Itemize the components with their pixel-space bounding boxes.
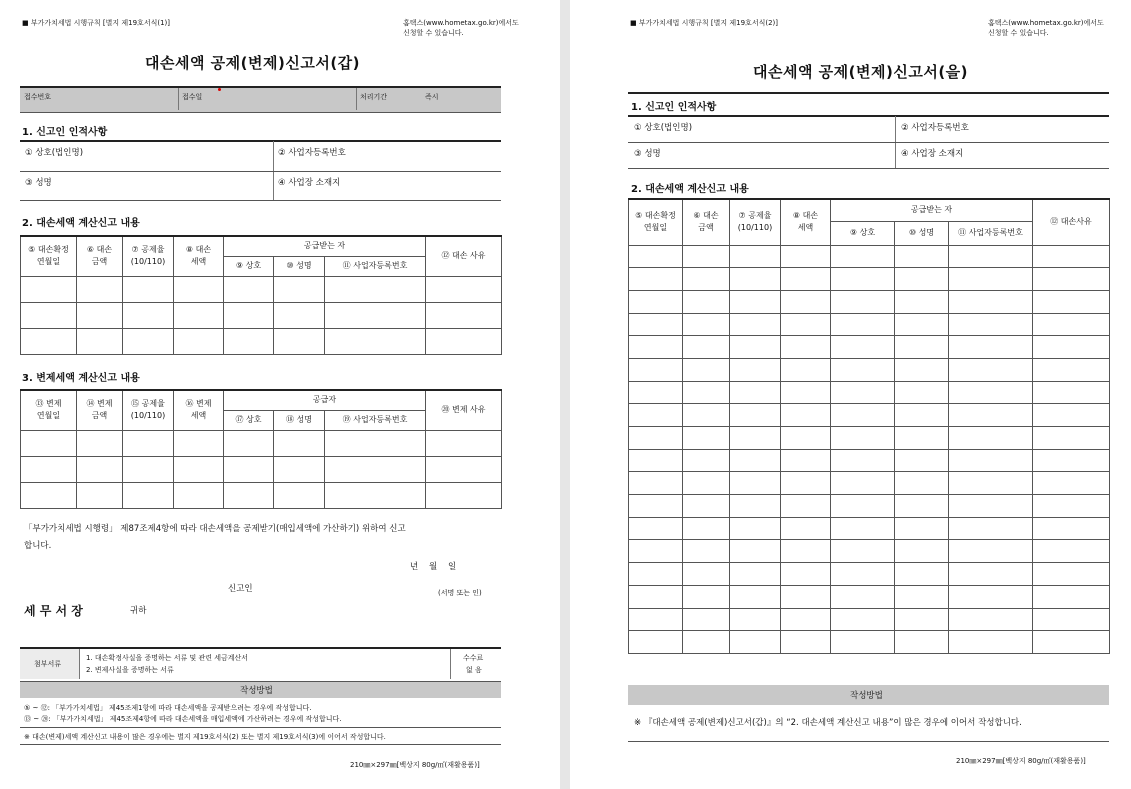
- processing-period-value: 즉시: [425, 93, 439, 101]
- table-cell[interactable]: [683, 563, 730, 586]
- table-cell[interactable]: [949, 631, 1033, 654]
- address-label: ④ 사업장 소재지: [278, 178, 341, 188]
- section1-title: 1. 신고인 인적사항: [22, 127, 108, 138]
- section1-title: 1. 신고인 인적사항: [631, 102, 717, 113]
- table-row[interactable]: [21, 302, 502, 328]
- processing-period-label: 처리기간: [360, 93, 388, 101]
- table-cell[interactable]: [781, 336, 831, 359]
- table-row[interactable]: [629, 268, 1110, 291]
- table-cell[interactable]: [1033, 290, 1110, 313]
- statement-line-2: 합니다.: [24, 541, 52, 551]
- table-cell[interactable]: [629, 608, 683, 631]
- table-cell[interactable]: [683, 608, 730, 631]
- divider: [356, 88, 357, 110]
- table-cell[interactable]: [781, 563, 831, 586]
- table-row[interactable]: [629, 358, 1110, 381]
- col-sub-company: ⑰ 상호: [224, 410, 274, 430]
- table-row[interactable]: [629, 313, 1110, 336]
- receipt-date-label: 접수일: [182, 93, 203, 101]
- table-cell[interactable]: [683, 540, 730, 563]
- col-repay-rate: ⑮ 공제율 (10/110): [123, 390, 174, 430]
- table-cell[interactable]: [895, 427, 949, 450]
- table-row[interactable]: [629, 540, 1110, 563]
- fee-label: 수수료: [463, 654, 484, 662]
- table-cell[interactable]: [1033, 631, 1110, 654]
- divider: [450, 649, 451, 679]
- table-cell[interactable]: [730, 449, 781, 472]
- method-title: 작성방법: [850, 691, 883, 701]
- table-cell[interactable]: [781, 381, 831, 404]
- table-cell[interactable]: [1033, 245, 1110, 268]
- col-reason: ⑫ 대손사유: [1033, 199, 1110, 245]
- table-cell[interactable]: [1033, 585, 1110, 608]
- table-cell[interactable]: [629, 563, 683, 586]
- business-number-label: ② 사업자등록번호: [278, 148, 346, 158]
- table-cell[interactable]: [683, 381, 730, 404]
- addressee-suffix: 귀하: [130, 606, 147, 616]
- table-cell[interactable]: [629, 585, 683, 608]
- table-cell[interactable]: [629, 290, 683, 313]
- statement-line-1: 「부가가치세법 시행령」 제87조제4항에 따라 대손세액을 공제받기(매입세액에 가산하기) 위하여 신고: [24, 524, 406, 534]
- col-repay-reason: ⑳ 변제 사유: [426, 390, 502, 430]
- tax-office-head: 세 무 서 장: [24, 604, 83, 618]
- table-cell[interactable]: [831, 517, 895, 540]
- table-cell[interactable]: [831, 290, 895, 313]
- row-rule: [628, 741, 1109, 742]
- table-cell[interactable]: [1033, 449, 1110, 472]
- table-cell[interactable]: [949, 381, 1033, 404]
- method-line-1: ⑤ ~ ⑫: 「부가가치세법」 제45조제1항에 따라 대손세액을 공제받으려는 경우에 작성합니다.: [24, 704, 312, 712]
- reporter-label: 신고인: [228, 584, 253, 594]
- table-cell[interactable]: [730, 517, 781, 540]
- table-cell[interactable]: [1033, 608, 1110, 631]
- table-cell[interactable]: [683, 631, 730, 654]
- table-cell[interactable]: [730, 313, 781, 336]
- table-cell[interactable]: [683, 449, 730, 472]
- table-cell[interactable]: [831, 563, 895, 586]
- attachment-2: 2. 변제사실을 증명하는 서류: [86, 666, 174, 674]
- red-mark: [218, 88, 221, 91]
- table-row[interactable]: [21, 430, 502, 456]
- table-cell[interactable]: [730, 404, 781, 427]
- table-row[interactable]: [629, 495, 1110, 518]
- table-cell[interactable]: [831, 608, 895, 631]
- paper-spec: 210㎜×297㎜[백상지 80g/㎡(재활용품)]: [956, 757, 1086, 765]
- table-cell[interactable]: [683, 472, 730, 495]
- table-cell[interactable]: [629, 336, 683, 359]
- table-cell[interactable]: [831, 585, 895, 608]
- method-line-2: ⑬ ~ ⑳: 「부가가치세법」 제45조제4항에 따라 대손세액을 매입세액에 가산하려는 경우에 작성합니다.: [24, 715, 342, 723]
- row-rule: [20, 171, 501, 172]
- col-repay-tax: ⑯ 변제 세액: [174, 390, 224, 430]
- table-cell[interactable]: [629, 381, 683, 404]
- table-cell[interactable]: [895, 449, 949, 472]
- col-repay-amount: ⑭ 변제 금액: [77, 390, 123, 430]
- col-confirm-date: ⑤ 대손확정 연월일: [21, 236, 77, 276]
- table-row[interactable]: [629, 449, 1110, 472]
- continuation-note: ※ 『대손세액 공제(변제)신고서(갑)』의 “2. 대손세액 계산신고 내용”이 많은 경우에 이어서 작성합니다.: [634, 718, 1022, 728]
- table-cell[interactable]: [1033, 563, 1110, 586]
- table-cell[interactable]: [730, 608, 781, 631]
- col-recipient-group: 공급받는 자: [831, 199, 1033, 221]
- row-rule: [20, 200, 501, 201]
- table-cell[interactable]: [1033, 404, 1110, 427]
- table-row[interactable]: [629, 290, 1110, 313]
- table-row[interactable]: [629, 631, 1110, 654]
- table-cell[interactable]: [683, 245, 730, 268]
- col-sub-company: ⑨ 상호: [224, 256, 274, 276]
- table-row[interactable]: [629, 404, 1110, 427]
- hometax-notice-2: 신청할 수 있습니다.: [988, 29, 1049, 37]
- table-cell[interactable]: [895, 495, 949, 518]
- date-line: 년 월 일: [410, 562, 457, 572]
- col-sub-name: ⑱ 성명: [274, 410, 325, 430]
- paper-spec: 210㎜×297㎜[백상지 80g/㎡(재활용품)]: [350, 761, 480, 769]
- table-cell[interactable]: [781, 585, 831, 608]
- table-cell[interactable]: [895, 563, 949, 586]
- table-row[interactable]: [21, 482, 502, 508]
- table-cell[interactable]: [949, 472, 1033, 495]
- attachment-1: 1. 대손확정사실을 증명하는 서류 및 관련 세금계산서: [86, 654, 249, 662]
- table-cell[interactable]: [949, 449, 1033, 472]
- table-cell[interactable]: [629, 268, 683, 291]
- table-cell[interactable]: [629, 358, 683, 381]
- table-cell[interactable]: [949, 290, 1033, 313]
- table-cell[interactable]: [1033, 313, 1110, 336]
- table-row[interactable]: [629, 336, 1110, 359]
- table-cell[interactable]: [831, 268, 895, 291]
- row-rule: [20, 744, 501, 745]
- table-cell[interactable]: [949, 608, 1033, 631]
- col-sub-biznum: ⑪ 사업자등록번호: [325, 256, 426, 276]
- section3-title: 3. 변제세액 계산신고 내용: [22, 373, 140, 384]
- business-number-label: ② 사업자등록번호: [901, 123, 969, 133]
- col-sub-name: ⑩ 성명: [895, 221, 949, 245]
- table-cell[interactable]: [730, 585, 781, 608]
- table-cell[interactable]: [781, 517, 831, 540]
- col-amount: ⑥ 대손 금액: [683, 199, 730, 245]
- col-supplier-group: 공급자: [224, 390, 426, 410]
- col-sub-biznum: ⑲ 사업자등록번호: [325, 410, 426, 430]
- form-title: 대손세액 공제(변제)신고서(갑): [145, 54, 361, 72]
- table-cell[interactable]: [949, 427, 1033, 450]
- table-cell[interactable]: [730, 540, 781, 563]
- table-cell[interactable]: [683, 358, 730, 381]
- form-header-left: ■ 부가가치세법 시행규칙 [별지 제19호서식(1)]: [22, 19, 170, 27]
- table-cell[interactable]: [730, 427, 781, 450]
- table-cell[interactable]: [831, 336, 895, 359]
- table-cell[interactable]: [949, 313, 1033, 336]
- col-sub-biznum: ⑪ 사업자등록번호: [949, 221, 1033, 245]
- row-rule: [628, 168, 1109, 169]
- section-rule: [628, 115, 1109, 117]
- col-tax: ⑧ 대손 세액: [174, 236, 224, 276]
- table-cell[interactable]: [629, 495, 683, 518]
- table-cell[interactable]: [629, 427, 683, 450]
- table-cell[interactable]: [730, 495, 781, 518]
- row-rule: [628, 142, 1109, 143]
- divider: [178, 88, 179, 110]
- col-amount: ⑥ 대손 금액: [77, 236, 123, 276]
- name-label: ③ 성명: [634, 149, 661, 159]
- table-cell[interactable]: [895, 336, 949, 359]
- table-cell[interactable]: [781, 358, 831, 381]
- col-sub-company: ⑨ 상호: [831, 221, 895, 245]
- table-cell[interactable]: [831, 313, 895, 336]
- table-cell[interactable]: [831, 449, 895, 472]
- table-cell[interactable]: [1033, 427, 1110, 450]
- table-cell[interactable]: [831, 495, 895, 518]
- table-cell[interactable]: [683, 404, 730, 427]
- table-row[interactable]: [629, 427, 1110, 450]
- table-cell[interactable]: [730, 290, 781, 313]
- company-name-label: ① 상호(법인명): [634, 123, 693, 133]
- table-cell[interactable]: [683, 517, 730, 540]
- table-cell[interactable]: [949, 245, 1033, 268]
- continuation-note: ※ 대손(변제)세액 계산신고 내용이 많은 경우에는 별지 제19호서식(2) 또는 별지 제19호서식(3)에 이어서 작성합니다.: [24, 733, 386, 741]
- divider: [79, 649, 80, 679]
- col-confirm-date: ⑤ 대손확정 연월일: [629, 199, 683, 245]
- method-title: 작성방법: [240, 686, 273, 696]
- table-cell[interactable]: [629, 631, 683, 654]
- table-cell[interactable]: [781, 427, 831, 450]
- col-recipient-group: 공급받는 자: [224, 236, 426, 256]
- table-cell[interactable]: [831, 427, 895, 450]
- form-header-left: ■ 부가가치세법 시행규칙 [별지 제19호서식(2)]: [630, 19, 778, 27]
- hometax-notice-1: 홈택스(www.hometax.go.kr)에서도: [403, 19, 519, 27]
- table-cell[interactable]: [730, 381, 781, 404]
- table-row[interactable]: [629, 563, 1110, 586]
- table-cell[interactable]: [949, 336, 1033, 359]
- table-cell[interactable]: [730, 631, 781, 654]
- table-cell[interactable]: [1033, 495, 1110, 518]
- table-cell[interactable]: [949, 495, 1033, 518]
- table-cell[interactable]: [781, 245, 831, 268]
- hometax-notice-1: 홈택스(www.hometax.go.kr)에서도: [988, 19, 1104, 27]
- table-cell[interactable]: [781, 495, 831, 518]
- section2-title: 2. 대손세액 계산신고 내용: [631, 184, 749, 195]
- table-cell[interactable]: [683, 495, 730, 518]
- table-cell[interactable]: [629, 472, 683, 495]
- table-cell[interactable]: [683, 268, 730, 291]
- table-cell[interactable]: [781, 290, 831, 313]
- table-cell[interactable]: [1033, 540, 1110, 563]
- table-cell[interactable]: [730, 472, 781, 495]
- form-page-gap: [0, 0, 560, 789]
- table-cell[interactable]: [730, 336, 781, 359]
- table-cell[interactable]: [895, 472, 949, 495]
- col-sub-name: ⑩ 성명: [274, 256, 325, 276]
- section-rule: [628, 92, 1109, 94]
- table-cell[interactable]: [949, 563, 1033, 586]
- col-rate: ⑦ 공제율 (10/110): [730, 199, 781, 245]
- row-rule: [20, 727, 501, 728]
- table-cell[interactable]: [629, 540, 683, 563]
- table-cell[interactable]: [781, 631, 831, 654]
- table-cell[interactable]: [949, 358, 1033, 381]
- table-row[interactable]: [21, 276, 502, 302]
- bad-debt-table: [20, 235, 502, 355]
- table-cell[interactable]: [781, 449, 831, 472]
- hometax-notice-2: 신청할 수 있습니다.: [403, 29, 464, 37]
- form-page-eul: [570, 0, 1131, 789]
- table-cell[interactable]: [781, 608, 831, 631]
- table-cell[interactable]: [895, 358, 949, 381]
- form-title: 대손세액 공제(변제)신고서(을): [753, 63, 969, 81]
- table-cell[interactable]: [629, 313, 683, 336]
- table-cell[interactable]: [895, 540, 949, 563]
- table-row[interactable]: [629, 245, 1110, 268]
- table-cell[interactable]: [949, 540, 1033, 563]
- table-cell[interactable]: [683, 313, 730, 336]
- receipt-no-label: 접수번호: [24, 93, 52, 101]
- table-cell[interactable]: [1033, 268, 1110, 291]
- table-row[interactable]: [629, 585, 1110, 608]
- table-cell[interactable]: [781, 268, 831, 291]
- table-cell[interactable]: [683, 427, 730, 450]
- section2-title: 2. 대손세액 계산신고 내용: [22, 218, 140, 229]
- table-cell[interactable]: [730, 268, 781, 291]
- table-cell[interactable]: [895, 313, 949, 336]
- table-cell[interactable]: [629, 449, 683, 472]
- section-rule: [20, 140, 501, 142]
- table-cell[interactable]: [1033, 358, 1110, 381]
- sign-label: (서명 또는 인): [438, 589, 482, 597]
- table-row[interactable]: [629, 608, 1110, 631]
- table-cell[interactable]: [730, 245, 781, 268]
- repayment-table: [20, 389, 502, 509]
- table-cell[interactable]: [781, 404, 831, 427]
- table-cell[interactable]: [895, 381, 949, 404]
- table-cell[interactable]: [629, 517, 683, 540]
- table-cell[interactable]: [831, 472, 895, 495]
- table-cell[interactable]: [781, 472, 831, 495]
- attachments-label: 첨부서류: [34, 660, 62, 668]
- table-cell[interactable]: [895, 290, 949, 313]
- name-label: ③ 성명: [25, 178, 52, 188]
- table-cell[interactable]: [895, 585, 949, 608]
- table-row[interactable]: [21, 456, 502, 482]
- table-row[interactable]: [629, 517, 1110, 540]
- table-cell[interactable]: [629, 245, 683, 268]
- fee-value: 없 음: [466, 666, 482, 674]
- table-cell[interactable]: [831, 631, 895, 654]
- col-tax: ⑧ 대손 세액: [781, 199, 831, 245]
- table-cell[interactable]: [895, 517, 949, 540]
- bad-debt-table: [628, 198, 1110, 654]
- table-cell[interactable]: [781, 313, 831, 336]
- table-cell[interactable]: [831, 358, 895, 381]
- table-cell[interactable]: [949, 404, 1033, 427]
- table-cell[interactable]: [895, 631, 949, 654]
- table-cell[interactable]: [781, 540, 831, 563]
- table-row[interactable]: [629, 381, 1110, 404]
- table-cell[interactable]: [1033, 472, 1110, 495]
- table-cell[interactable]: [730, 358, 781, 381]
- table-cell[interactable]: [683, 290, 730, 313]
- address-label: ④ 사업장 소재지: [901, 149, 964, 159]
- table-cell[interactable]: [895, 245, 949, 268]
- table-cell[interactable]: [683, 336, 730, 359]
- table-cell[interactable]: [831, 404, 895, 427]
- table-cell[interactable]: [895, 268, 949, 291]
- table-cell[interactable]: [730, 563, 781, 586]
- table-cell[interactable]: [1033, 517, 1110, 540]
- table-cell[interactable]: [949, 268, 1033, 291]
- table-cell[interactable]: [949, 585, 1033, 608]
- table-cell[interactable]: [831, 540, 895, 563]
- table-cell[interactable]: [949, 517, 1033, 540]
- table-cell[interactable]: [895, 608, 949, 631]
- table-cell[interactable]: [629, 404, 683, 427]
- table-cell[interactable]: [683, 585, 730, 608]
- col-repay-date: ⑬ 변제 연월일: [21, 390, 77, 430]
- table-cell[interactable]: [1033, 336, 1110, 359]
- col-reason: ⑫ 대손 사유: [426, 236, 502, 276]
- table-cell[interactable]: [831, 245, 895, 268]
- table-cell[interactable]: [831, 381, 895, 404]
- table-cell[interactable]: [1033, 381, 1110, 404]
- table-cell[interactable]: [895, 404, 949, 427]
- table-row[interactable]: [629, 472, 1110, 495]
- col-rate: ⑦ 공제율 (10/110): [123, 236, 174, 276]
- company-name-label: ① 상호(법인명): [25, 148, 84, 158]
- table-row[interactable]: [21, 328, 502, 354]
